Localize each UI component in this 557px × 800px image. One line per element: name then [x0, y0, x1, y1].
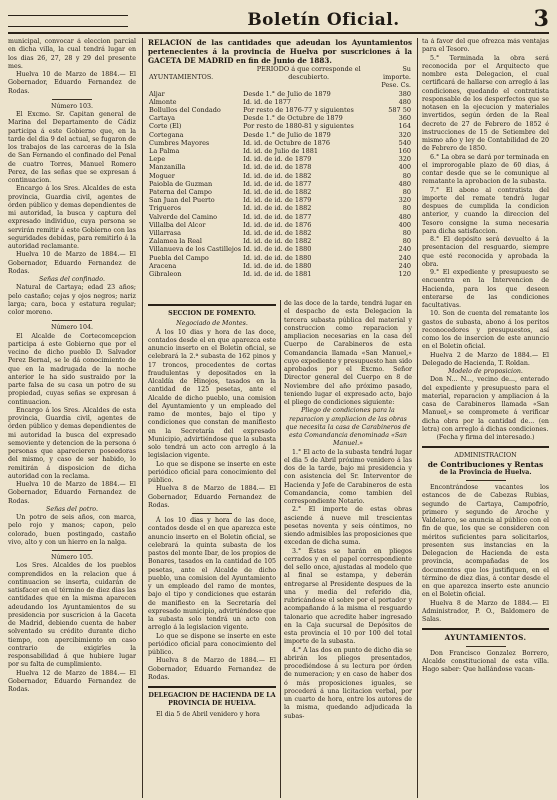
ayuntamiento-cell: Villarrasa: [149, 229, 181, 238]
periodo-cell: Id. id. de id. de 1880: [243, 261, 312, 270]
ayuntamiento-cell: Aljar: [149, 89, 165, 98]
section-title: de Contribuciones y Rentas: [427, 459, 544, 469]
table-row: [148, 229, 412, 237]
ayuntamiento-cell: Moguer: [149, 171, 175, 180]
ayuntamiento-cell: Zalamea la Real: [149, 237, 203, 246]
table-row: [148, 262, 412, 270]
column-header: AYUNTAMIENTOS.: [149, 73, 214, 82]
subheading: Pliego de condiciones para la reparacion y ampliacion de las obras que necesita la casa de Carabineros de esta Comandancia denominada «San Manuel.»: [285, 407, 411, 448]
paragraph: 2.° El importe de estas obras asciende á nueve mil trescientas pesetas noventa y seis céntimos, no siendo admisibles las proposiciones que excedan de dicha suma.: [284, 506, 412, 547]
periodo-cell: Id. id. de id. de 1876: [243, 220, 312, 229]
ayuntamiento-cell: Puebla del Campo: [149, 253, 209, 262]
importe-cell: 80: [402, 188, 411, 197]
divider: [148, 686, 276, 688]
table-row: [148, 245, 412, 253]
section-title: DELEGACION DE HACIENDA DE LA PROVINCIA DE HUELVA.: [148, 692, 276, 708]
importe-cell: 80: [402, 237, 411, 246]
table-row: [148, 90, 412, 98]
table-row: [148, 270, 412, 278]
paragraph: ta á favor del que ofrezca más ventajas para el Tesoro.: [422, 38, 549, 54]
divider: [422, 446, 549, 448]
paragraph: 5.° Terminada la obra será reconocida por el Arquitecto que nombre esta Delegacion, el cual certificará de hallarse con arreglo á las condiciones, quedando el contratista responsable de los desperfectos que se notasen en la ejecucion y materiales invertidos, según órden de la Real decreto de 27 de Febrero de 1852 é instrucciones de 15 de Setiembre del mismo año y ley de Contabilidad de 20 de Febrero de 1850.: [422, 54, 549, 153]
page-number: 3: [533, 6, 549, 32]
ayuntamiento-cell: Gibraleon: [149, 270, 182, 279]
importe-cell: 164: [398, 122, 411, 131]
importe-cell: 540: [398, 138, 411, 147]
column-4: [422, 38, 549, 798]
ayuntamiento-cell: Paterna del Campo: [149, 188, 212, 197]
importe-cell: 480: [398, 212, 411, 221]
table-row: [148, 213, 412, 221]
periodo-cell: Id. id. de id. de 1877: [243, 212, 312, 221]
divider: [192, 513, 232, 514]
section-number: Número 105.: [50, 554, 94, 561]
signature: Huelva 10 de Marzo de 1884.— El Gobernador, Eduardo Fernandez de Rodas.: [8, 251, 136, 275]
paragraph: de las doce de la tarde, tendrá lugar en el despacho de esta Delegacion la tercera subasta pública del material y construccion como reparacion y ampliacion necesarias en la casa del Cuerpo de Carabineros de esta Comandancia llamada «San Manuel,» cuyo expediente y presupuesto han sido aprobados por el Excmo. Señor Director general del Cuerpo en 8 de Noviembre del año próximo pasado, teniendo lugar el expresado acto, bajo el pliego de condiciones siguiente:: [284, 300, 412, 406]
column-rule: [142, 38, 143, 798]
column-header: PERIODO á que corresponde el descubierto.: [256, 65, 361, 82]
relacion-table: [148, 65, 412, 278]
table-row: [148, 155, 412, 163]
paragraph: Natural de Cartaya; edad 23 años; pelo castaño; cejas y ojos negros; nariz larga; cara, boca y estatura regular; color moreno.: [8, 284, 136, 316]
section-title: ADMINISTRACION: [454, 452, 517, 460]
periodo-cell: Id. id. de id. de 1882: [243, 229, 312, 238]
importe-cell: 480: [398, 97, 411, 106]
table-row: [148, 196, 412, 204]
periodo-cell: Id. id. de id. de 1877: [243, 179, 312, 188]
unit-label: Pese. Cs.: [381, 81, 411, 90]
column-rule: [417, 38, 418, 798]
paragraph: Encontrándose vacantes los estancos de de Cabezas Rubias, segundo de Cartaya, Campofrío, primero y segundo de Aroche y Valdelarco, se anuncia al público con el fin de que, los que se consideren con méritos suficientes para solicitarlos, presenten sus instancias en la Delegacion de Hacienda de esta provincia, acompañadas de los documentos que los justifiquen, en el término de diez dias, á contar desde el en que aparezca inserto este anuncio en el Boletin oficial.: [422, 484, 549, 599]
periodo-cell: Id. id. de id. de 1882: [243, 237, 312, 246]
table-row: [148, 98, 412, 106]
periodo-cell: Id. id. de id. de 1880: [243, 253, 312, 262]
paragraph: Lo que se dispone se inserte en este periódico oficial para conocimiento del público.: [148, 460, 276, 484]
ayuntamiento-cell: Cartaya: [149, 114, 175, 123]
importe-cell: 400: [398, 220, 411, 229]
subheading: Modelo de proposicion.: [448, 368, 523, 375]
section-title: de la Provincia de Huelva.: [439, 468, 532, 476]
ayuntamiento-cell: La Palma: [149, 147, 180, 156]
paragraph: Un potro de seis años, con marca, pelo rojo y manos; capon, pelo colorado, buen postingado, castaño vivo, alto y con un hierro en la nalga.: [8, 514, 136, 546]
table-row: [148, 114, 412, 122]
paragraph: municipal, convocar á eleccion parcial en dicha villa, la cual tendrá lugar en los dias 26, 27, 28 y 29 del presente mes.: [8, 38, 136, 70]
paragraph: Lo que se dispone se inserte en este periódico oficial para conocimiento del público.: [148, 632, 276, 656]
periodo-cell: Desde 1.° de Julio de 1879: [243, 130, 331, 139]
paragraph: Encargo á los Sres. Alcaldes de esta provincia, Guardia civil, agentes de órden público y demas dependientes de mi autoridad, la busca y captura del expresado individuo, cuya persona se servirán remitir á este Gobierno con las seguridades debidas, para remitirlo á la autoridad reclamante.: [8, 185, 136, 250]
subheading: Negociado de Montes.: [176, 320, 248, 328]
paragraph: Á los 10 dias y hora de las doce, contados desde el en que aparezca este anuncio inserto en el Boletin oficial, se celebrará la quinta subasta de los pastos del monte Ibar, de los propios de Bonares, tasados en la cantidad de 105 pesetas, ante el Alcalde de dicho pueblo, una comision del Ayuntamiento y un empleado del ramo de montes, bajo el tipo y condiciones que estarán de manifiesto en la Secretaría del expresado municipio, advirtiéndose que la subasta solo tendrá un acto con arreglo á la legislacion vigente.: [148, 517, 276, 632]
periodo-cell: Id. id. de id. de 1880: [243, 245, 312, 254]
ayuntamiento-cell: Corte (El): [149, 122, 182, 131]
divider: [52, 320, 92, 321]
paragraph: 10. Son de cuenta del rematante los gastos de subasta, abono á los peritos reconocedores y presupuestos, así como los de insercion de este anuncio en el Boletin oficial.: [422, 310, 549, 351]
periodo-cell: Por resto de 1876-77 y siguientes: [243, 106, 354, 115]
signature: Huelva 10 de Marzo de 1884.— El Gobernador, Eduardo Fernandez de Rodas.: [8, 481, 136, 505]
paragraph: Los Sres. Alcaldes de los pueblos comprendidos en la relacion que á continuacion se inserta, cuidarán de satisfacer en el término de diez dias las cantidades que en la misma aparecen adeudando los Ayuntamientos de su presidencia por suscricion á la Gaceta de Madrid, debiendo cuenta de haber solventado su crédito durante dicho tiempo, con apercibimiento en caso contrario de exigirles la responsabilidad á que hubiere lugar por su falta de cumplimiento.: [8, 562, 136, 669]
importe-cell: 80: [402, 229, 411, 238]
paragraph: 4.° A las dos en punto de dicho dia se abrirán los pliegos presentados, procediéndose á su lectura por órden de numeracion; y en caso de haber dos ó más proposiciones iguales, se procederá á una licitacion verbal, por un cuarto de hora, entre los autores de la misma, quedando adjudicada la subas-: [284, 646, 412, 720]
importe-cell: 160: [398, 147, 411, 156]
periodo-cell: Por resto de 1880-81 y siguientes: [243, 122, 354, 131]
table-row: [148, 254, 412, 262]
table-row: [148, 163, 412, 171]
divider: [422, 628, 549, 630]
importe-cell: 360: [398, 114, 411, 123]
importe-cell: 80: [402, 171, 411, 180]
importe-cell: 240: [398, 253, 411, 262]
table-row: [148, 131, 412, 139]
paragraph: Encargo á los Sres. Alcaldes de esta provincia, Guardia civil, agentes de órden público y demas dependientes de mi autoridad la busca del expresado semoviente y detencion de la persona ó personas que aparecieren poseedoras del mismo, y caso de ser habido, lo remitirán á disposicion de dicha autoridad con la reclama.: [8, 406, 136, 480]
importe-cell: 120: [398, 270, 411, 279]
ayuntamiento-cell: Aracena: [149, 261, 177, 270]
periodo-cell: Id. id. de Octubre de 1876: [243, 138, 331, 147]
page-header: [8, 6, 549, 34]
table-row: [148, 172, 412, 180]
paragraph: Don N... N..., vecino de..., enterado del expediente y presupuesto para el material, reparacion y ampliacion á la casa de Carabineros llamada «San Manuel,» se compromete á verificar dicha obra por la cantidad de... (en letra) con arreglo á dichas condiciones.: [422, 376, 549, 433]
importe-cell: 587 50: [388, 106, 411, 115]
section-title: SECCION DE FOMENTO.: [168, 310, 256, 317]
table-header-row: [148, 65, 412, 81]
importe-cell: 400: [398, 163, 411, 172]
relacion-section: [148, 38, 412, 296]
paragraph: Don Francisco Gonzalez Borrero, Alcalde constitucional de esta villa. Hago saber: Que hallándose vacan-: [422, 649, 549, 673]
ayuntamiento-cell: Cumbres Mayores: [149, 138, 210, 147]
divider: [148, 304, 276, 306]
ayuntamiento-cell: Lepe: [149, 155, 166, 164]
ayuntamiento-cell: Paiobla de Guzman: [149, 179, 213, 188]
ayuntamiento-cell: San Juan del Puerto: [149, 196, 215, 205]
table-row: [148, 122, 412, 130]
periodo-cell: Id. id. de Julio de 1881: [243, 147, 318, 156]
periodo-cell: Desde 1.° de Julio de 1879: [243, 89, 331, 98]
column-2: [148, 300, 276, 798]
newspaper-title: Boletín Oficial.: [247, 10, 400, 30]
signature: Huelva 2 de Marzo de 1884.— El Delegado de Hacienda, T. Roldan.: [422, 351, 549, 367]
ayuntamiento-cell: Trigueros: [149, 204, 182, 213]
importe-cell: 240: [398, 245, 411, 254]
periodo-cell: Id. id. de id. de 1881: [243, 270, 312, 279]
section-title: AYUNTAMIENTOS.: [444, 633, 527, 643]
signature: Huelva 8 de Marzo de 1884.— El Gobernador, Eduardo Fernandez de Rodas.: [148, 657, 276, 681]
divider: [52, 550, 92, 551]
paragraph: 8.° El depósito será devuelto á la presentacion del resguardo, siempre que esté reconocida y aprobada la obra.: [422, 236, 549, 268]
ayuntamiento-cell: Manzanilla: [149, 163, 186, 172]
paragraph: El Excmo. Sr. Capitan general de Marina del Departamento de Cádiz participa á este Gobierno que, en la tarde del dia 9 del actual, se fugaron de los trabajos de las carceras de la Isla de San Fernando el confinado del Penal de cuatro Torres, Manuel Romero Perez, de las señas que se expresan á continuacion.: [8, 111, 136, 184]
header-ornament-left: [8, 15, 128, 27]
column-3: [284, 300, 412, 798]
periodo-cell: Id. id. de id. de 1879: [243, 155, 312, 164]
table-row: [148, 147, 412, 155]
page-body: [8, 38, 549, 800]
signature: Huelva 10 de Marzo de 1884.— El Gobernador, Eduardo Fernandez de Rodas.: [8, 71, 136, 95]
table-row: [148, 180, 412, 188]
periodo-cell: Id. id. de 1877: [243, 97, 291, 106]
importe-cell: 320: [398, 196, 411, 205]
paragraph: 9.° El expediente y presupuesto se encuentra en la Intervencion de Hacienda, para los que deseen enterarse de las condiciones facultativas.: [422, 269, 549, 309]
periodo-cell: Id. id. de id. de 1878: [243, 163, 312, 172]
periodo-cell: Id. id. de id. de 1879: [243, 196, 312, 205]
subheading: Señas del confinado.: [39, 276, 105, 283]
importe-cell: 320: [398, 155, 411, 164]
relacion-title: RELACION de las cantidades que adeudan los Ayuntamientos pertenecientes á la provincia de Huelva por suscriciones á la GACETA DE MADRID en fin de Junio de 1883.: [148, 38, 412, 65]
note: (Fecha y firma del interesado.): [436, 434, 535, 441]
table-row: [148, 106, 412, 114]
paragraph: 1.° El acto de la subasta tendrá lugar el dia 5 de Abril próximo venidero á las dos de la tarde, bajo mi presidencia y con asistencia del Sr. Interventor de Hacienda y Jefe de Carabineros de esta Comandancia, como tambien del correspondiente Notario.: [284, 448, 412, 505]
signature: Huelva 8 de Marzo de 1884.— El Administrador, P. O., Baldomero de Salas.: [422, 599, 549, 623]
table-row: [148, 221, 412, 229]
importe-cell: 380: [398, 89, 411, 98]
divider: [466, 480, 506, 481]
paragraph: 3.° Éstas se harán en pliegos cerrados y en el papel correspondiente del sello once, ajustadas al modelo que al final se estampa, y deberán entregarse al Presidente despues de la una y media del referido dia, rubricándose el sobre por el portador y acompañando á la misma el resguardo talonario que acredite haber ingresado en la Caja sucursal de Depósitos de esta provincia el 10 por 100 del total importe de la subasta.: [284, 547, 412, 646]
table-row: [148, 204, 412, 212]
ayuntamiento-cell: Bollullos del Condado: [149, 106, 221, 115]
section-number: Número 103.: [50, 102, 94, 110]
subheading: Señas del potro.: [46, 505, 98, 513]
paragraph: 7.° El abono al contratista del importe del remate tendrá lugar despues de cumplida la condicion anterior, y cuando la direccion del Tesoro consigne la suma necesaria para dicha satisfaccion.: [422, 186, 549, 235]
periodo-cell: Id. id. de id. de 1882: [243, 204, 312, 213]
column-1: [8, 38, 136, 798]
importe-cell: 320: [398, 130, 411, 139]
table-row: [148, 188, 412, 196]
column-header: Su importe.: [383, 65, 411, 82]
paragraph: El Alcalde de Cortecomcepcion participa á este Gobierno que por el vecino de dicho pueblo D. Salvador Perez Bernal, se le dá conocimiento de que en la madrugada de la noche anterior le ha sido sustraido por la parte falsa de su casa un potro de su propiedad, cuyas señas se expresan á continuacion.: [8, 332, 136, 406]
paragraph: Á los 10 dias y hora de las doce, contados desde el en que aparezca este anuncio inserto en el Boletin oficial, se celebrará la 2.ª subasta de 162 pinos y 17 troncos, procedentes de cortas fraudulentas y depositados en la Alcaldía de Hinojos, tasados en la cantidad de 125 pesetas, ante el Alcalde de dicho pueblo, una comision del Ayuntamiento y un empleado del ramo de montes, bajo el tipo y condiciones que constan de manifiesto en la Secretaría del expresado Municipio, advirtiéndose que la subasta solo tendrá un acto con arreglo á la legislacion vigente.: [148, 328, 276, 460]
ayuntamiento-cell: Valverde del Camino: [149, 212, 218, 221]
table-row: [148, 139, 412, 147]
signature: Huelva 8 de Marzo de 1884.— El Gobernador, Eduardo Fernandez de Rodas.: [148, 485, 276, 509]
table-row: [148, 237, 412, 245]
periodo-cell: Desde 1.° de Octubre de 1879: [243, 114, 343, 123]
paragraph: El dia 5 de Abril venidero y hora: [156, 710, 260, 718]
ayuntamiento-cell: Villalba del Alcor: [149, 220, 206, 229]
ayuntamiento-cell: Villanueva de los Castillejos: [149, 245, 242, 254]
importe-cell: 80: [402, 204, 411, 213]
divider: [466, 646, 506, 647]
divider: [52, 99, 92, 100]
importe-cell: 480: [398, 179, 411, 188]
importe-cell: 240: [398, 261, 411, 270]
table-unit-row: [148, 81, 412, 89]
ayuntamiento-cell: Almonte: [149, 97, 177, 106]
signature: Huelva 12 de Marzo de 1884.— El Gobernador, Eduardo Fernandez de Rodas.: [8, 669, 136, 693]
periodo-cell: Id. id. de id. de 1882: [243, 188, 312, 197]
table-body: [148, 90, 412, 279]
paragraph: 6.° La obra se dará por terminada en el improrogable plazo de 60 dias, á contar desde que se le comunique al rematante la aprobacion de la subasta.: [422, 153, 549, 186]
periodo-cell: Id. id. de id. de 1882: [243, 171, 312, 180]
column-rule: [280, 300, 281, 798]
section-number: Número 104.: [50, 324, 94, 332]
ayuntamiento-cell: Cortegana: [149, 130, 184, 139]
